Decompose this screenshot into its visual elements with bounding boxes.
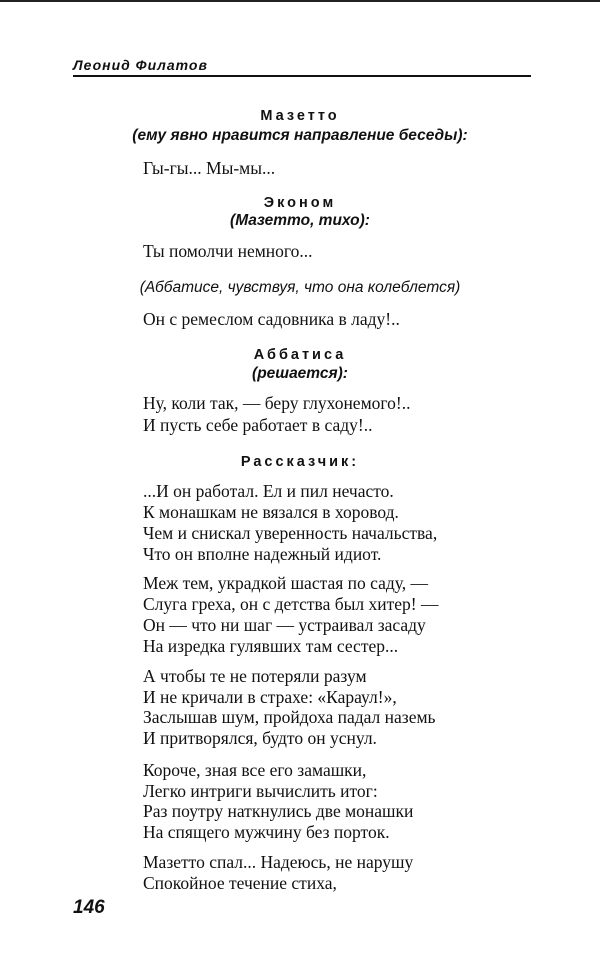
verse-line: Что он вполне надежный идиот. (143, 544, 382, 564)
header-rule (73, 75, 531, 77)
verse-line: Раз поутру наткнулись две монашки (143, 801, 414, 821)
verse-line: И притворялся, будто он уснул. (143, 728, 377, 748)
verse-line: Ну, коли так, — беру глухонемого!.. (143, 393, 411, 413)
stage-remark: (ему явно нравится направление беседы): (132, 127, 468, 144)
verse-line: Спокойное течение стиха, (143, 873, 337, 893)
stage-remark: (решается): (252, 365, 348, 382)
speaker-name: Эконом (263, 195, 337, 211)
speaker-name: Мазетто (260, 108, 340, 124)
speaker-name: Аббатиса (253, 347, 347, 363)
verse-line: Короче, зная все его замашки, (143, 760, 367, 780)
verse-line: И не кричали в страхе: «Караул!», (143, 687, 397, 707)
verse-line: Чем и снискал уверенность начальства, (143, 523, 438, 543)
verse-line: К монашкам не вязался в хоровод. (143, 502, 399, 522)
verse-line: Заслышав шум, пройдоха падал наземь (143, 707, 436, 727)
verse-line: Ты помолчи немного... (143, 241, 313, 261)
running-head-author: Леонид Филатов (73, 57, 208, 73)
stage-remark: (Мазетто, тихо): (230, 212, 370, 229)
verse-line: Меж тем, украдкой шастая по саду, — (143, 573, 429, 593)
verse-line: На изредка гулявших там сестер... (143, 636, 399, 656)
verse-line: Мазетто спал... Надеюсь, не нарушу (143, 852, 414, 872)
verse-line: Легко интриги вычислить итог: (143, 781, 378, 801)
verse-line: Слуга греха, он с детства был хитер! — (143, 594, 439, 614)
verse-line: А чтобы те не потеряли разум (143, 666, 367, 686)
stage-direction: (Аббатисе, чувствуя, что она колеблется) (139, 279, 461, 296)
verse-line: На спящего мужчину без порток. (143, 822, 390, 842)
page-number: 146 (73, 897, 105, 918)
verse-line: Гы-гы... Мы-мы... (143, 158, 276, 178)
page-top-border (0, 0, 600, 2)
speaker-name: Рассказчик: (240, 454, 360, 470)
verse-line: ...И он работал. Ел и пил нечасто. (143, 481, 394, 501)
verse-line: Он с ремеслом садовника в ладу!.. (143, 309, 400, 329)
verse-line: Он — что ни шаг — устраивал засаду (143, 615, 426, 635)
verse-line: И пусть себе работает в саду!.. (143, 415, 373, 435)
